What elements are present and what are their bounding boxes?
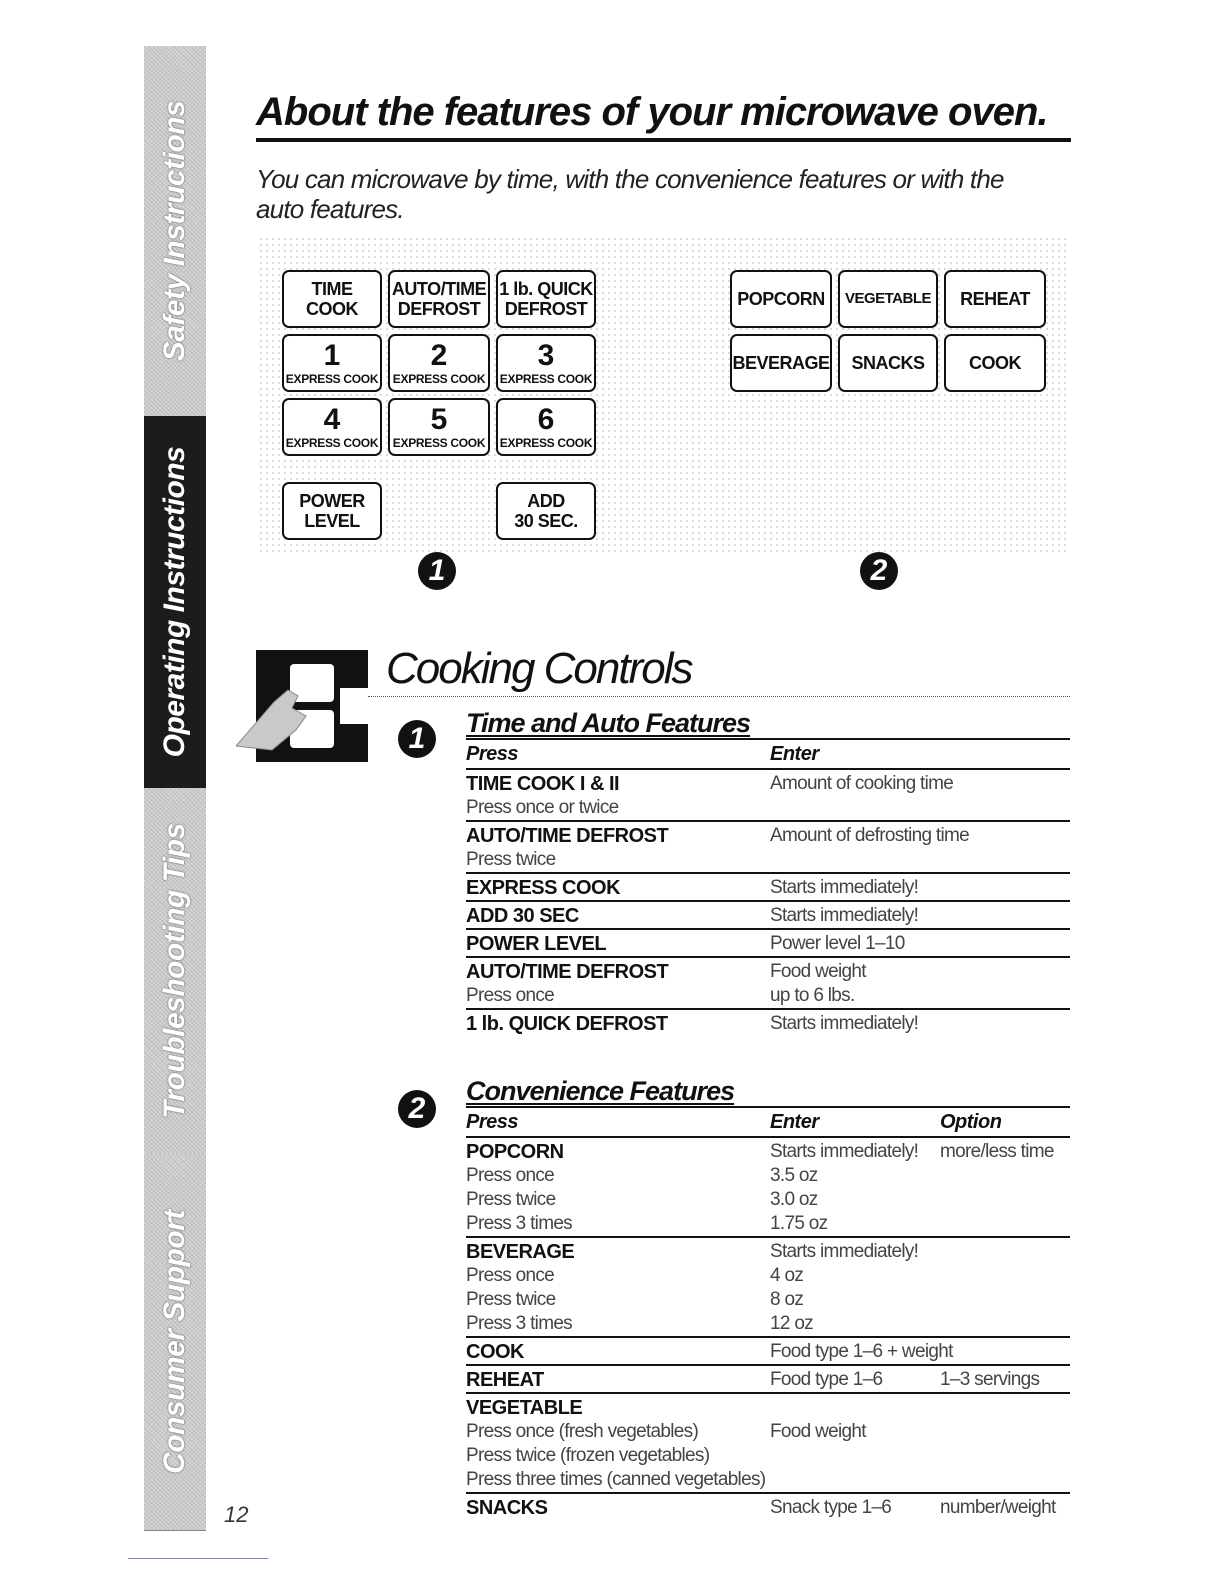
key-express-cook-1: [282, 334, 382, 392]
row-press: AUTO/TIME DEFROST: [466, 825, 669, 847]
row-enter: Starts immediately!: [770, 1141, 919, 1162]
intro-text: You can microwave by time, with the convenience features or with the auto features.: [256, 164, 1004, 224]
key-sublabel: EXPRESS COOK: [285, 436, 379, 450]
key-label: POPCORN: [737, 289, 825, 309]
key-label: DEFROST: [504, 299, 588, 319]
key-label: LEVEL: [304, 511, 360, 531]
row-press: 1 lb. QUICK DEFROST: [466, 1013, 668, 1035]
row-enter: Food type 1–6: [770, 1369, 883, 1390]
title-divider: [256, 138, 1071, 142]
key-add-30-sec: [496, 482, 596, 540]
sub-press: Press twice: [466, 1189, 556, 1210]
sub-press: Press twice (frozen vegetables): [466, 1445, 710, 1466]
table-row: [466, 1236, 1070, 1336]
table-row: [466, 928, 1070, 956]
row-option: more/less time: [940, 1141, 1054, 1162]
key-label: VEGETABLE: [844, 290, 932, 307]
row-press: BEVERAGE: [466, 1241, 575, 1263]
tab-consumer-support[interactable]: [144, 1154, 206, 1531]
header-enter: Enter: [770, 1111, 819, 1133]
sub-enter: 3.0 oz: [770, 1189, 818, 1210]
row-enter: Snack type 1–6: [770, 1497, 892, 1518]
key-label: POWER: [299, 491, 365, 511]
footer-line: [128, 1558, 268, 1559]
cooking-controls-divider: [368, 696, 1070, 700]
key-popcorn: [730, 270, 832, 328]
row-note-enter: up to 6 lbs.: [770, 985, 855, 1006]
section-badge-1: 1: [398, 720, 436, 758]
row-press: REHEAT: [466, 1369, 544, 1391]
table-row: [466, 820, 1070, 872]
sub-press: Press 3 times: [466, 1213, 572, 1234]
sub-enter: 4 oz: [770, 1265, 804, 1286]
key-label: COOK: [306, 299, 358, 319]
key-number: 3: [537, 339, 555, 372]
tab-operating-instructions[interactable]: [144, 416, 206, 789]
control-panel-illustration: [258, 236, 1070, 554]
row-press: VEGETABLE: [466, 1397, 583, 1419]
row-enter: Starts immediately!: [770, 1013, 919, 1034]
tab-label: Safety Instructions: [158, 100, 191, 362]
key-label: COOK: [969, 353, 1021, 373]
sub-press: Press once (fresh vegetables): [466, 1421, 699, 1442]
row-enter: Food type 1–6 + weight: [770, 1341, 953, 1362]
row-enter: Amount of defrosting time: [770, 825, 969, 846]
row-press: AUTO/TIME DEFROST: [466, 961, 669, 983]
key-label: TIME: [311, 279, 353, 299]
row-enter: Starts immediately!: [770, 1241, 919, 1262]
key-express-cook-3: [496, 334, 596, 392]
tab-label: Troubleshooting Tips: [158, 823, 191, 1119]
sub-enter: 12 oz: [770, 1313, 813, 1334]
row-note: Press twice: [466, 849, 556, 870]
row-press: POPCORN: [466, 1141, 564, 1163]
key-cook: [944, 334, 1046, 392]
section-tabs: [144, 46, 206, 1530]
key-express-cook-6: [496, 398, 596, 456]
key-express-cook-2: [388, 334, 490, 392]
convenience-features-table: [408, 1076, 1070, 1520]
sub-press: Press twice: [466, 1289, 556, 1310]
key-auto-time-defrost: [388, 270, 490, 328]
row-press: COOK: [466, 1341, 524, 1363]
table-row: [466, 872, 1070, 900]
key-number: 5: [430, 403, 448, 436]
page-title: About the features of your microwave oven.: [256, 90, 1048, 134]
key-label: BEVERAGE: [732, 353, 830, 373]
header-press: Press: [466, 743, 518, 765]
sub-enter: 1.75 oz: [770, 1213, 828, 1234]
row-press: EXPRESS COOK: [466, 877, 621, 899]
key-label: SNACKS: [851, 353, 925, 373]
row-enter: Power level 1–10: [770, 933, 905, 954]
table-row: [466, 900, 1070, 928]
sub-press: Press once: [466, 1165, 555, 1186]
row-option: number/weight: [940, 1497, 1056, 1518]
row-note: Press once: [466, 985, 555, 1006]
row-press: ADD 30 SEC: [466, 905, 579, 927]
table-row: [466, 768, 1070, 820]
cooking-controls-title: Cooking Controls: [386, 644, 692, 693]
key-reheat: [944, 270, 1046, 328]
key-vegetable: [838, 270, 938, 328]
sub-enter: Food weight: [770, 1421, 866, 1442]
table-row: [466, 1492, 1070, 1520]
key-power-level: [282, 482, 382, 540]
row-enter: Food weight: [770, 961, 866, 982]
tab-label: Consumer Support: [158, 1210, 191, 1474]
header-enter: Enter: [770, 743, 819, 765]
key-sublabel: EXPRESS COOK: [392, 436, 486, 450]
tab-label: Operating Instructions: [158, 446, 191, 758]
sub-press: Press once: [466, 1265, 555, 1286]
callout-badge-1: 1: [418, 552, 456, 590]
time-auto-features-table: [408, 708, 1070, 1036]
table-row: [466, 1136, 1070, 1236]
key-sublabel: EXPRESS COOK: [285, 372, 379, 386]
key-beverage: [730, 334, 832, 392]
page-number: 12: [224, 1502, 249, 1527]
section-badge-2: 2: [398, 1090, 436, 1128]
table-row: [466, 1364, 1070, 1392]
key-label: 30 SEC.: [514, 511, 578, 531]
key-express-cook-4: [282, 398, 382, 456]
sub-enter: 3.5 oz: [770, 1165, 818, 1186]
key-number: 2: [430, 339, 448, 372]
row-option: 1–3 servings: [940, 1369, 1040, 1390]
row-press: POWER LEVEL: [466, 933, 607, 955]
sub-press: Press three times (canned vegetables): [466, 1469, 766, 1490]
key-sublabel: EXPRESS COOK: [499, 436, 593, 450]
callout-badge-2: 2: [860, 552, 898, 590]
table-header: [466, 740, 1070, 768]
row-press: SNACKS: [466, 1497, 548, 1519]
row-enter: Starts immediately!: [770, 877, 919, 898]
key-time-cook: [282, 270, 382, 328]
key-sublabel: EXPRESS COOK: [392, 372, 486, 386]
hand-pressing-key-icon: [236, 650, 368, 762]
sub-enter: 8 oz: [770, 1289, 804, 1310]
header-option: Option: [940, 1111, 1002, 1133]
header-press: Press: [466, 1111, 518, 1133]
key-label: ADD: [527, 491, 565, 511]
key-label: DEFROST: [397, 299, 481, 319]
row-note: Press once or twice: [466, 797, 619, 818]
row-press: TIME COOK I & II: [466, 773, 620, 795]
key-quick-defrost: [496, 270, 596, 328]
section-title: Convenience Features: [466, 1076, 735, 1106]
key-snacks: [838, 334, 938, 392]
section-title: Time and Auto Features: [466, 708, 751, 738]
row-enter: Amount of cooking time: [770, 773, 954, 794]
key-sublabel: EXPRESS COOK: [499, 372, 593, 386]
table-header: [466, 1108, 1070, 1136]
key-label: AUTO/TIME: [391, 279, 487, 299]
key-number: 4: [323, 403, 341, 436]
row-enter: Starts immediately!: [770, 905, 919, 926]
key-number: 1: [323, 339, 341, 372]
table-row: [466, 1392, 1070, 1492]
table-row: [466, 956, 1070, 1008]
key-number: 6: [537, 403, 555, 436]
tab-safety-instructions[interactable]: [144, 46, 206, 417]
table-row: [466, 1336, 1070, 1364]
key-label: 1 lb. QUICK: [499, 279, 593, 299]
table-row: [466, 1008, 1070, 1036]
key-express-cook-5: [388, 398, 490, 456]
key-label: REHEAT: [960, 289, 1030, 309]
tab-troubleshooting-tips[interactable]: [144, 788, 206, 1155]
sub-press: Press 3 times: [466, 1313, 572, 1334]
